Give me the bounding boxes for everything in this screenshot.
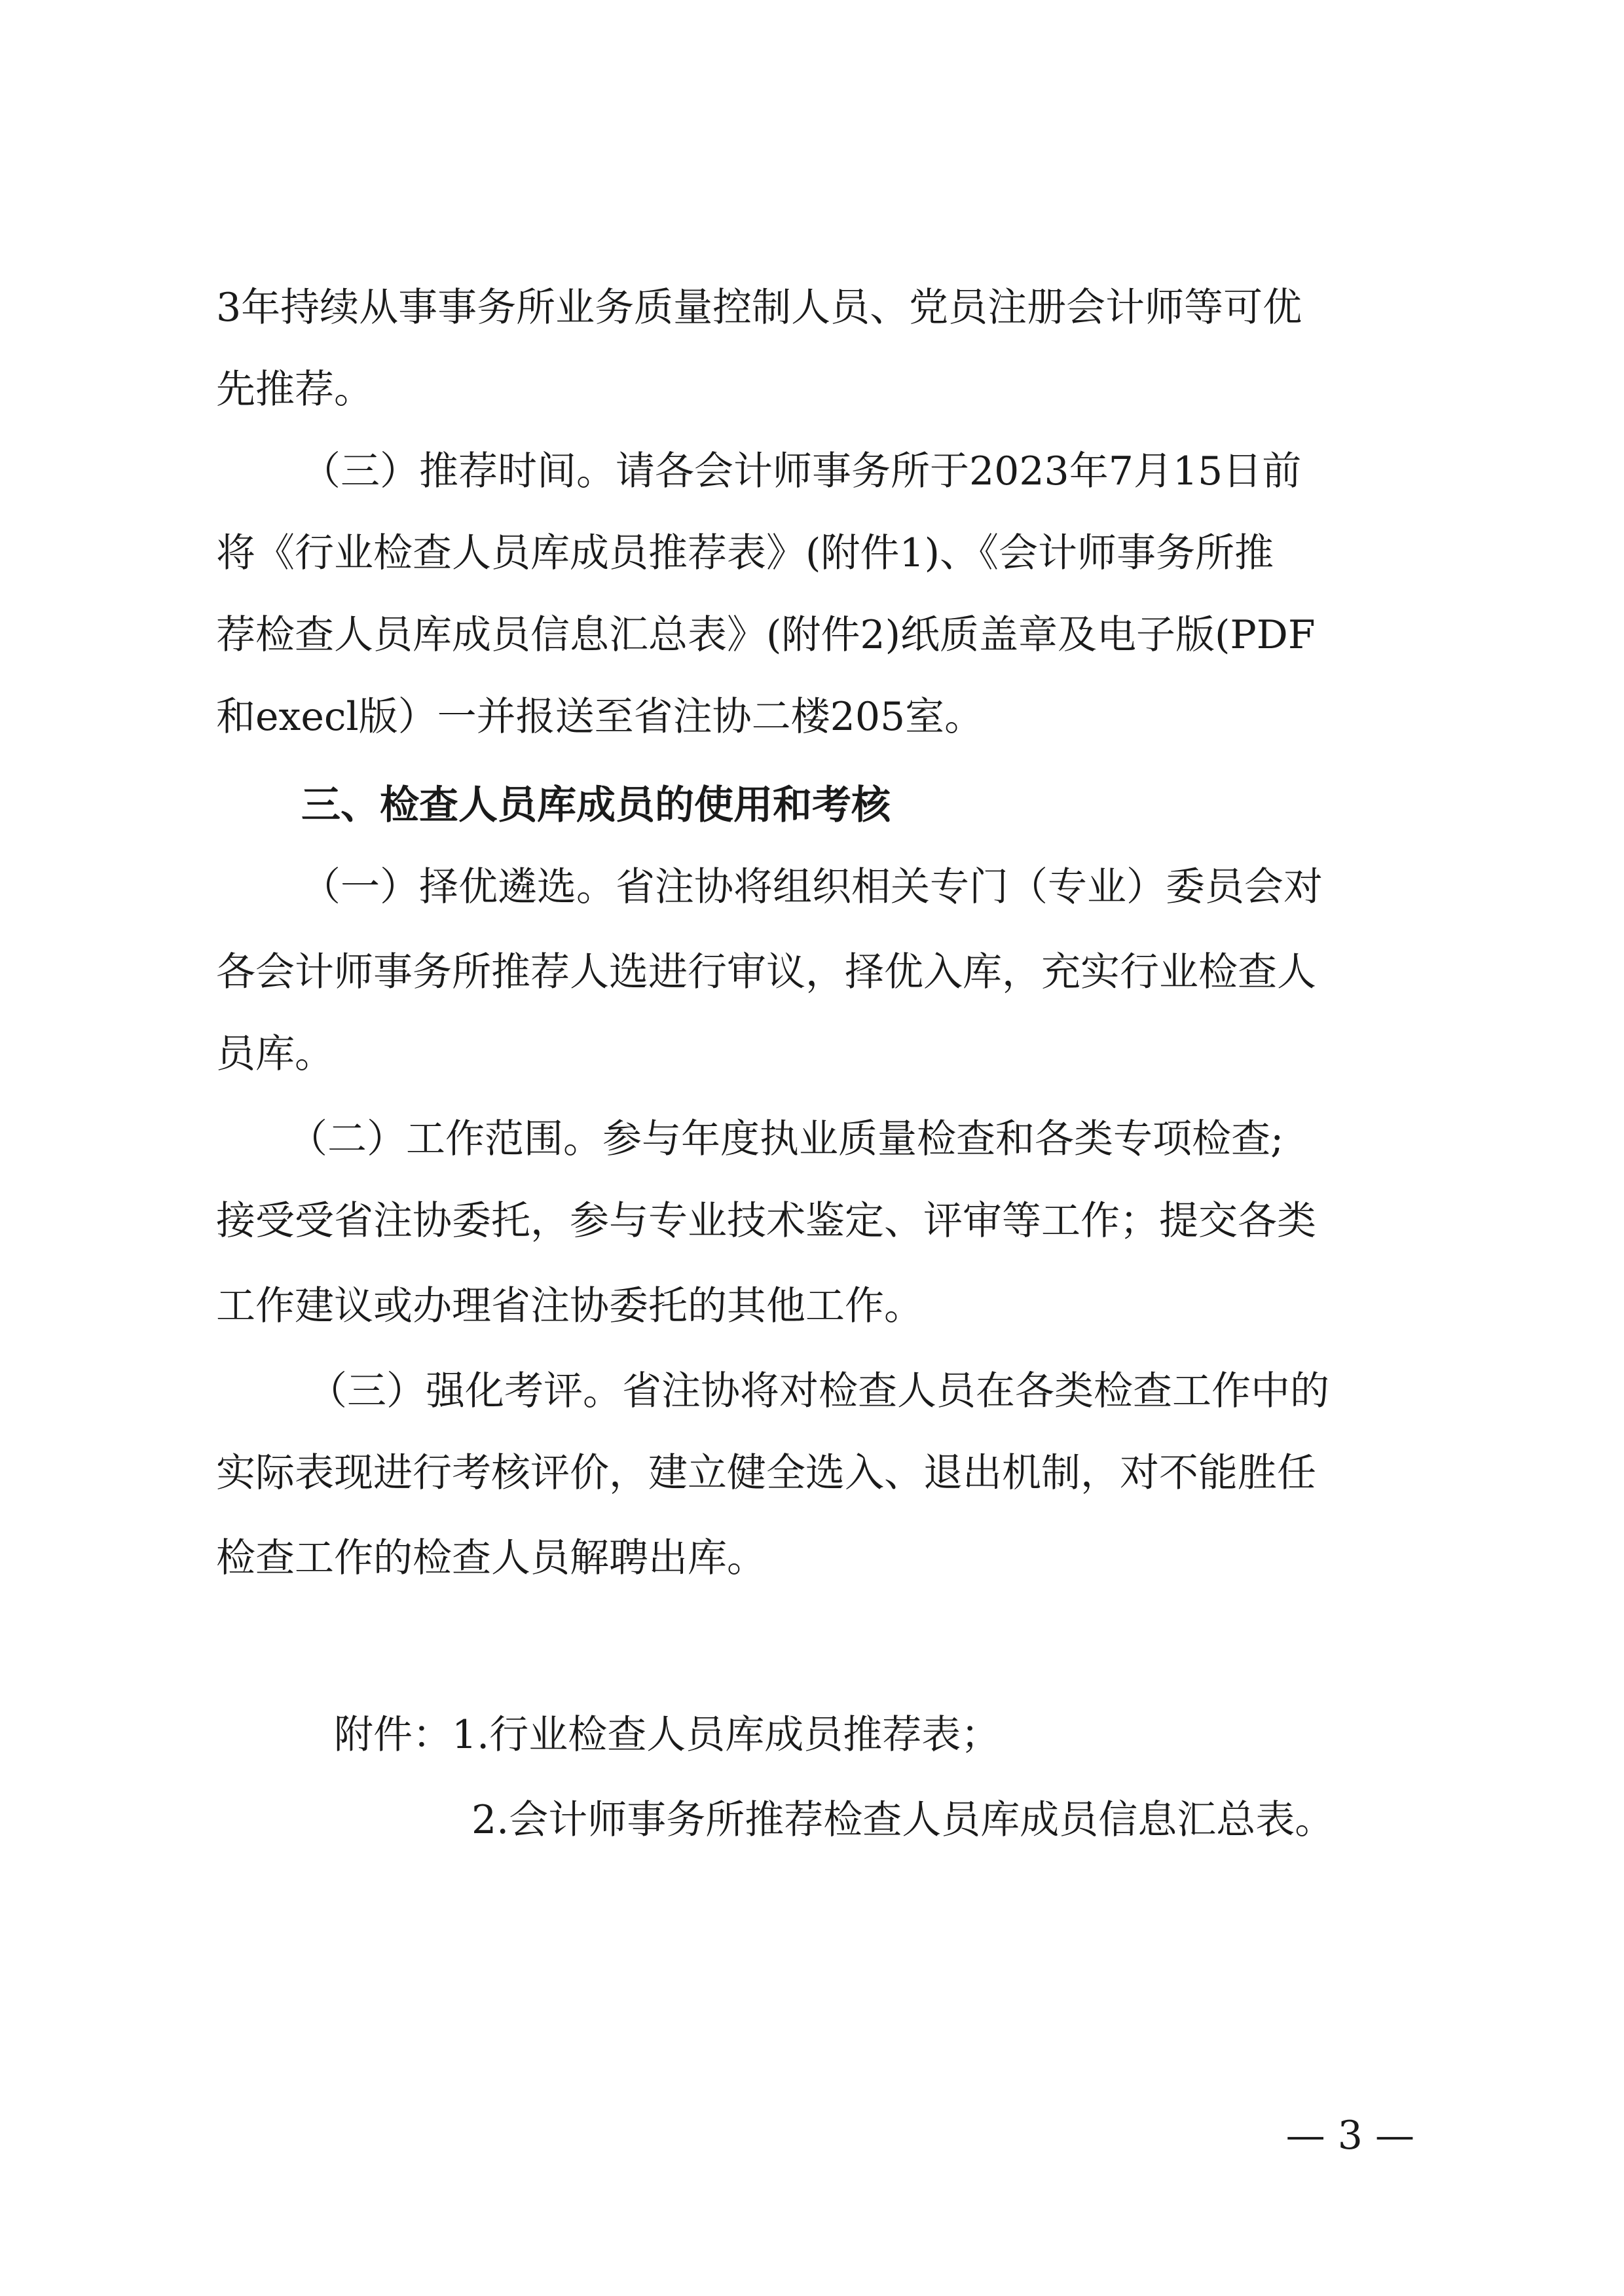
body-text-line: 3年持续从事事务所业务质量控制人员、党员注册会计师等可优 (216, 285, 1302, 331)
body-text-line: 荐检查人员库成员信息汇总表》(附件2)纸质盖章及电子版(PDF (216, 612, 1316, 658)
body-text-line: 先推荐。 (216, 367, 373, 412)
body-text-line: 实际表现进行考核评价，建立健全选入、退出机制，对不能胜任 (216, 1450, 1316, 1496)
body-text-line: 将《行业检查人员库成员推荐表》(附件1)、《会计师事务所推 (216, 530, 1274, 576)
body-text-line: 和execl版）一并报送至省注协二楼205室。 (216, 694, 984, 740)
page-number: — 3 — (1285, 2113, 1414, 2159)
body-text-line: 各会计师事务所推荐人选进行审议，择优入库，充实行业检查人 (216, 949, 1316, 995)
section-heading: 三、检查人员库成员的使用和考核 (301, 782, 891, 828)
body-text-line: 员库。 (216, 1031, 334, 1077)
body-text-line: （二）工作范围。参与年度执业质量检查和各类专项检查; (288, 1116, 1284, 1162)
body-text-line: 工作建议或办理省注协委托的其他工作。 (216, 1283, 923, 1329)
body-text-line: 接受受省注协委托，参与专业技术鉴定、评审等工作；提交各类 (216, 1198, 1316, 1244)
body-text-line: （三）强化考评。省注协将对检查人员在各类检查工作中的 (308, 1368, 1329, 1414)
attachment-line: 2.会计师事务所推荐检查人员库成员信息汇总表。 (471, 1797, 1335, 1843)
attachment-line: 附件：1.行业检查人员库成员推荐表； (334, 1712, 1001, 1758)
body-text-line: （三）推荐时间。请各会计师事务所于2023年7月15日前 (301, 448, 1302, 494)
body-text-line: （一）择优遴选。省注协将组织相关专门（专业）委员会对 (301, 864, 1323, 910)
body-text-line: 检查工作的检查人员解聘出库。 (216, 1535, 766, 1581)
